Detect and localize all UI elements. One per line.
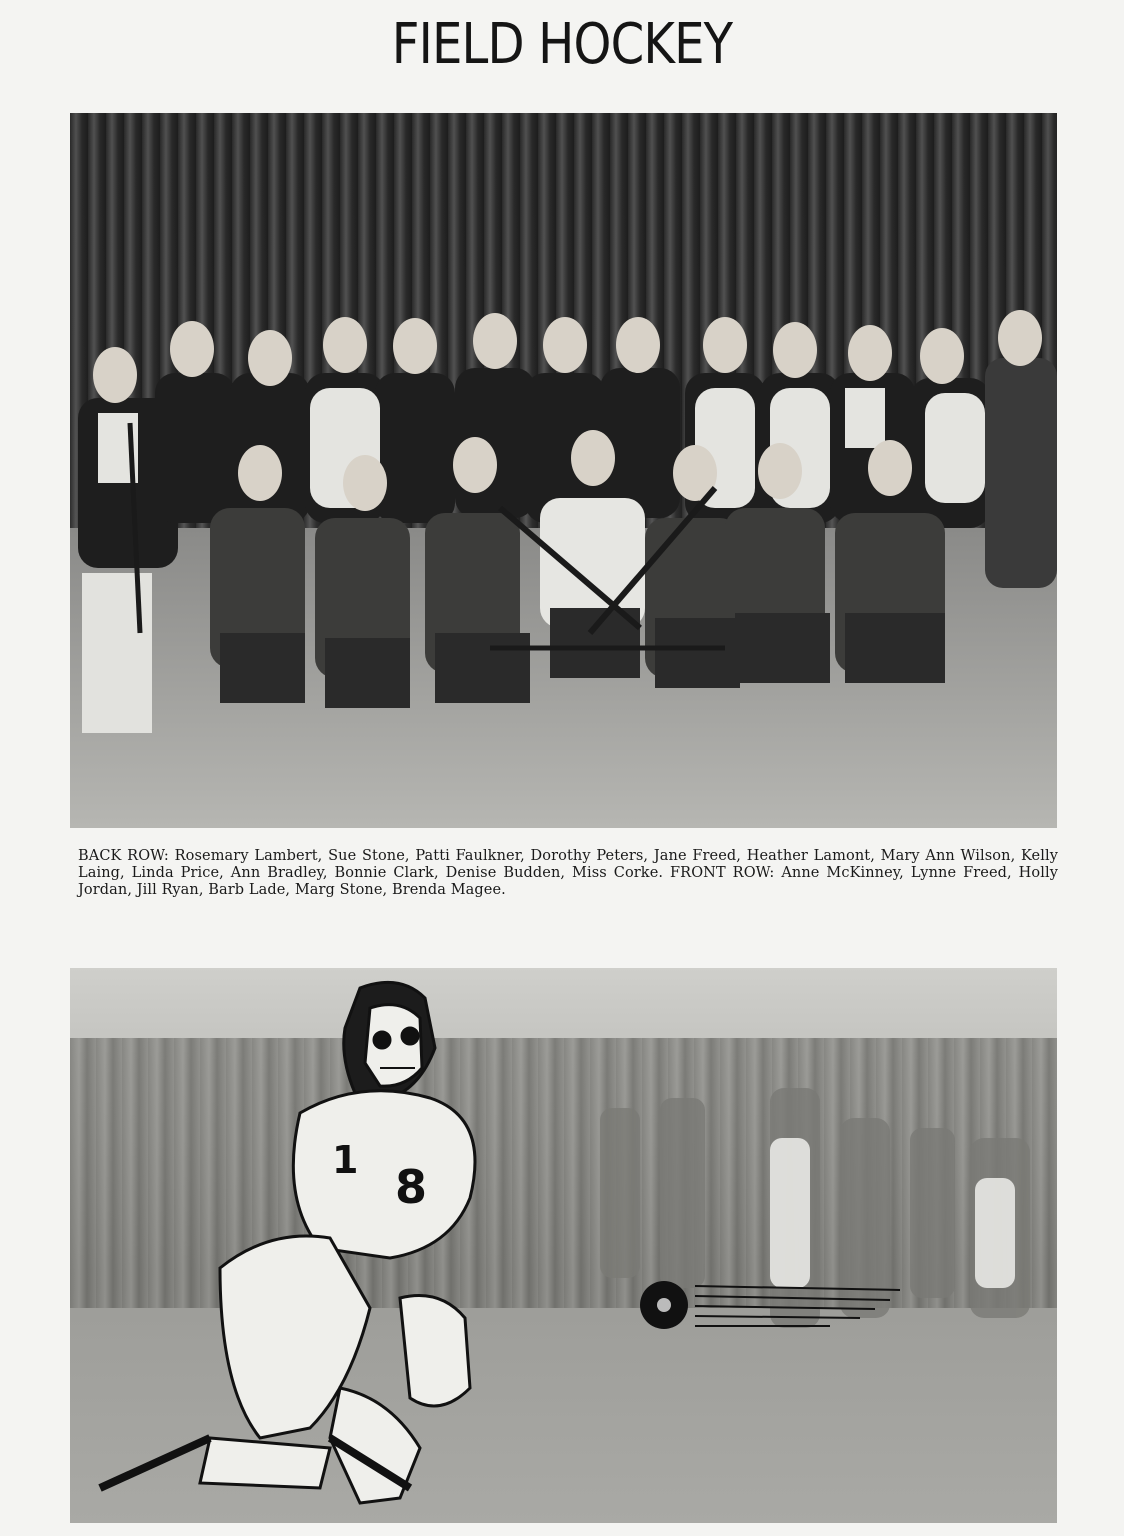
page-title: FIELD HOCKEY bbox=[391, 12, 733, 77]
crowd-photo bbox=[70, 968, 1057, 1523]
photo-caption: BACK ROW: Rosemary Lambert, Sue Stone, Patti Faulkner, Dorothy Peters, Jane Freed, Heather Lamont, Mary Ann Wilson, Kelly Laing, Linda Price, Ann Bradley, Bonnie Clark, Denise Budden, Miss Corke. FRONT ROW: Anne McKinney, Lynne Freed, Holly Jordan, Jill Ryan, Barb Lade, Marg Stone, Brenda Magee. bbox=[78, 848, 1058, 898]
motion-lines bbox=[695, 1286, 900, 1326]
team-photo bbox=[70, 113, 1057, 828]
jersey-number-top: 1 bbox=[332, 1138, 359, 1182]
team-figures bbox=[70, 113, 1057, 828]
goalie-figure bbox=[200, 982, 475, 1503]
goalie-illustration bbox=[70, 968, 1057, 1523]
hockey-ball-icon bbox=[640, 1281, 688, 1329]
jersey-number-bottom: 8 bbox=[395, 1160, 428, 1214]
